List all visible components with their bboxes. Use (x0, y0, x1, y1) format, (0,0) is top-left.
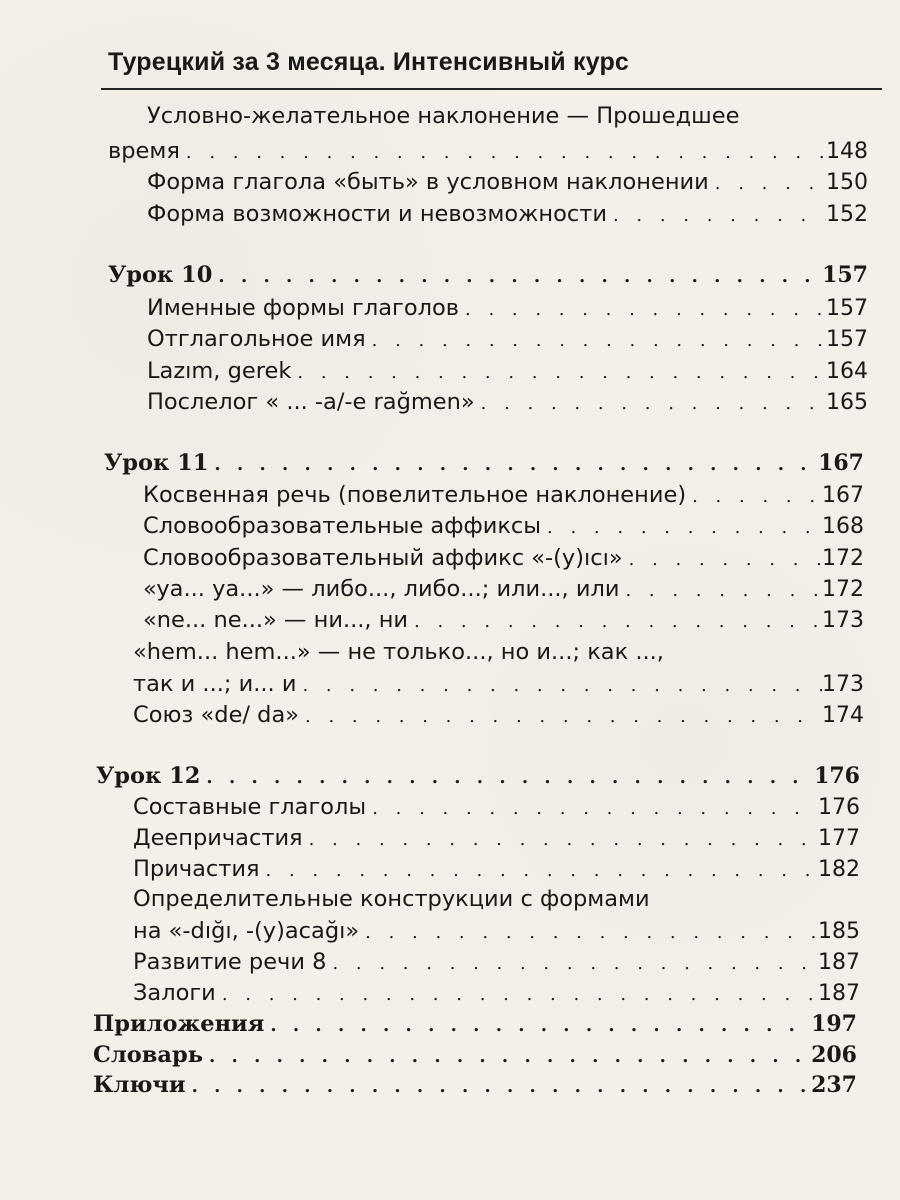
toc-page-number: 177 (818, 826, 860, 851)
toc-page-number: 150 (826, 170, 868, 195)
toc-entry-title-line: Условно-желательное наклонение — Прошедшее (147, 103, 740, 129)
toc-entry-title: Словообразовательные аффиксы (143, 513, 542, 539)
toc-page-number: 157 (826, 296, 868, 321)
running-title: Турецкий за 3 месяца. Интенсивный курс (108, 48, 630, 76)
dot-leader (541, 512, 822, 544)
dot-leader (303, 824, 818, 856)
toc-entry-conditional-past (108, 135, 868, 167)
toc-entry-title: Форма глагола «быть» в условном наклонении (147, 169, 709, 195)
toc-page-number: 167 (822, 483, 864, 508)
toc-entry-title-line: Определительные конструкции с формами (133, 886, 650, 912)
toc-entry-definitive-constructions (133, 915, 860, 947)
section-page-number: 197 (811, 1011, 857, 1037)
toc-entry-de-da (133, 699, 864, 731)
toc-page-number: 164 (826, 359, 868, 384)
dot-leader (291, 357, 826, 389)
toc-entry-converbs (133, 822, 860, 854)
toc-entry-voices (133, 977, 860, 1009)
toc-page-number: 187 (818, 950, 860, 975)
toc-entry-title: Развитие речи 8 (133, 949, 327, 975)
dot-leader (180, 137, 826, 169)
toc-entry-affix-yici (143, 542, 864, 574)
toc-entry-title: на «-dığı, -(y)acağı» (133, 918, 360, 944)
toc-entry-title-line: «hem... hem...» — не только..., но и...; как ..., (133, 639, 664, 665)
lesson-title: Урок 10 (108, 262, 213, 288)
toc-page-number: 152 (826, 202, 868, 227)
toc-entry-title: Форма возможности и невозможности (147, 201, 607, 227)
toc-entry-title: Отглагольное имя (147, 326, 366, 352)
lesson-title: Урок 12 (96, 763, 201, 789)
toc-entry-speech-development (133, 946, 860, 978)
toc-page-number: 182 (818, 857, 860, 882)
toc-entry-title: Послелог « ... -a/-e rağmen» (147, 389, 475, 415)
dot-leader (459, 294, 826, 326)
toc-page-number: 176 (818, 795, 860, 820)
section-page-number: 206 (811, 1042, 857, 1068)
toc-page-number: 172 (822, 577, 864, 602)
dot-leader (408, 606, 822, 638)
toc-entry-indirect-speech (143, 479, 864, 511)
toc-entry-title: Составные глаголы (133, 794, 367, 820)
toc-keys (93, 1069, 857, 1101)
toc-entry-word-building-affixes (143, 510, 864, 542)
dot-leader (326, 948, 818, 980)
toc-page-number: 173 (822, 672, 864, 697)
toc-entry-title: Lazım, gerek (147, 358, 292, 384)
toc-page-number: 157 (826, 327, 868, 352)
lesson-title: Урок 11 (104, 450, 209, 476)
dot-leader (607, 200, 826, 232)
toc-entry-title: Залоги (133, 980, 216, 1006)
toc-entry-nominal-verb-forms (147, 292, 868, 324)
toc-entry-title: Косвенная речь (повелительное наклонение) (143, 482, 687, 508)
dot-leader (475, 388, 826, 420)
dot-leader (208, 449, 818, 481)
toc-entry-possibility (147, 198, 868, 230)
toc-entry-title: Словообразовательный аффикс «-(y)ıcı» (143, 545, 623, 571)
dot-leader (366, 793, 818, 825)
header-rule (101, 88, 882, 90)
lesson-page-number: 176 (814, 763, 860, 789)
dot-leader (619, 575, 822, 607)
section-title: Приложения (93, 1011, 265, 1037)
toc-entry-title: Именные формы глаголов (147, 295, 459, 321)
dot-leader (216, 979, 818, 1011)
toc-page-number: 185 (818, 919, 860, 944)
lesson-page-number: 157 (822, 262, 868, 288)
toc-entry-title: Причастия (133, 856, 260, 882)
toc-entry-title: так и ...; и... и (133, 671, 297, 697)
dot-leader (359, 917, 818, 949)
toc-page-number: 172 (822, 546, 864, 571)
toc-page-number: 187 (818, 981, 860, 1006)
toc-entry-hem-hem (133, 668, 864, 700)
toc-entry-title: «ya... ya...» — либо..., либо...; или..., или (143, 576, 620, 602)
toc-entry-lazim-gerek (147, 355, 868, 387)
toc-lesson-11 (104, 447, 864, 479)
section-title: Ключи (93, 1072, 186, 1098)
toc-dictionary (93, 1039, 857, 1071)
dot-leader (264, 1010, 811, 1042)
dot-leader (186, 1071, 812, 1103)
toc-entry-participles (133, 853, 860, 885)
toc-page-number: 173 (822, 608, 864, 633)
dot-leader (212, 261, 822, 293)
dot-leader (366, 325, 826, 357)
toc-page-number: 168 (822, 514, 864, 539)
dot-leader (686, 481, 822, 513)
dot-leader (709, 168, 826, 200)
toc-lesson-10 (108, 259, 868, 291)
dot-leader (296, 670, 822, 702)
toc-entry-compound-verbs (133, 791, 860, 823)
toc-page-number: 148 (826, 139, 868, 164)
section-page-number: 237 (811, 1072, 857, 1098)
toc-page-number: 174 (822, 703, 864, 728)
toc-entry-postposition (147, 386, 868, 418)
dot-leader (623, 544, 822, 576)
toc-entry-title: Союз «de/ da» (133, 702, 299, 728)
section-title: Словарь (93, 1042, 203, 1068)
toc-entry-verbal-noun (147, 323, 868, 355)
toc-entry-title: время (108, 138, 180, 164)
toc-entry-ya-ya (143, 573, 864, 605)
toc-entry-title: Деепричастия (133, 825, 303, 851)
toc-entry-title: «ne... ne...» — ни..., ни (143, 607, 409, 633)
lesson-page-number: 167 (818, 450, 864, 476)
toc-lesson-12 (96, 760, 860, 792)
toc-appendices (93, 1008, 857, 1040)
toc-entry-ne-ne (143, 604, 864, 636)
dot-leader (299, 701, 822, 733)
dot-leader (200, 762, 814, 794)
toc-page-number: 165 (826, 390, 868, 415)
toc-entry-to-be-conditional (147, 166, 868, 198)
